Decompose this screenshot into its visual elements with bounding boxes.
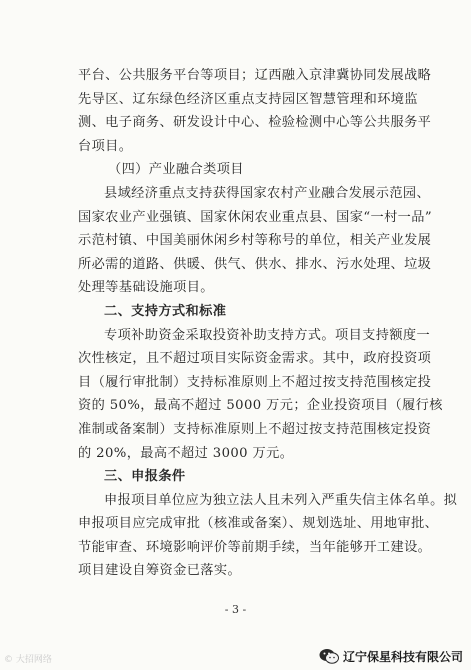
subsection-heading: （四）产业融合类项目 (108, 162, 244, 178)
text-line: 项目建设自筹资金已落实。 (78, 563, 242, 579)
watermark-company-name: 辽宁保星科技有限公司 (342, 649, 463, 664)
text-line: 申报项目应完成审批（核准或备案）、规划选址、用地审批、 (78, 516, 439, 532)
page-number: - 3 - (224, 603, 247, 616)
text-line: 先导区、辽东绿色经济区重点支持园区智慧管理和环境监 (78, 91, 418, 107)
text-line: 台项目。 (78, 138, 133, 154)
watermark-left: © 大招网络 (4, 655, 52, 665)
text-line: 测、电子商务、研发设计中心、检验检测中心等公共服务平 (78, 115, 432, 131)
text-line: 的 20%，最高不超过 3000 万元。 (78, 445, 294, 461)
text-line: 申报项目单位应为独立法人且未列入严重失信主体名单。拟 (104, 492, 458, 508)
text-line: 平台、公共服务平台等项目；辽西融入京津冀协同发展战略 (78, 68, 432, 83)
section-heading: 二、支持方式和标准 (104, 303, 227, 319)
text-line: 处理等基础设施项目。 (78, 280, 214, 296)
watermark-right (319, 646, 463, 666)
text-line: 准制或备案制）支持标准原则上不超过按支持范围核定投资 (78, 421, 432, 437)
text-line: 示范村镇、中国美丽休闲乡村等称号的单位，相关产业发展 (78, 233, 432, 249)
text-line: 资的 50%，最高不超过 5000 万元；企业投资项目（履行核 (78, 398, 443, 414)
text-line: 国家农业产业强镇、国家休闲农业重点县、国家“一村一品” (78, 209, 432, 225)
text-line: 所必需的道路、供暖、供气、供水、排水、污水处理、垃圾 (78, 256, 432, 272)
wechat-icon (319, 648, 339, 664)
text-line: 县域经济重点支持获得国家农村产业融合发展示范园、 (104, 185, 431, 201)
text-line: 专项补助资金采取投资补助支持方式。项目支持额度一 (104, 327, 431, 343)
text-line: 节能审查、环境影响评价等前期手续，当年能够开工建设。 (78, 539, 432, 555)
section-heading: 三、申报条件 (104, 469, 186, 485)
body-text (78, 64, 458, 583)
text-line: 次性核定，且不超过项目实际资金需求。其中，政府投资项 (78, 351, 432, 367)
text-line: 目（履行审批制）支持标准原则上不超过按支持范围核定投 (78, 374, 432, 390)
